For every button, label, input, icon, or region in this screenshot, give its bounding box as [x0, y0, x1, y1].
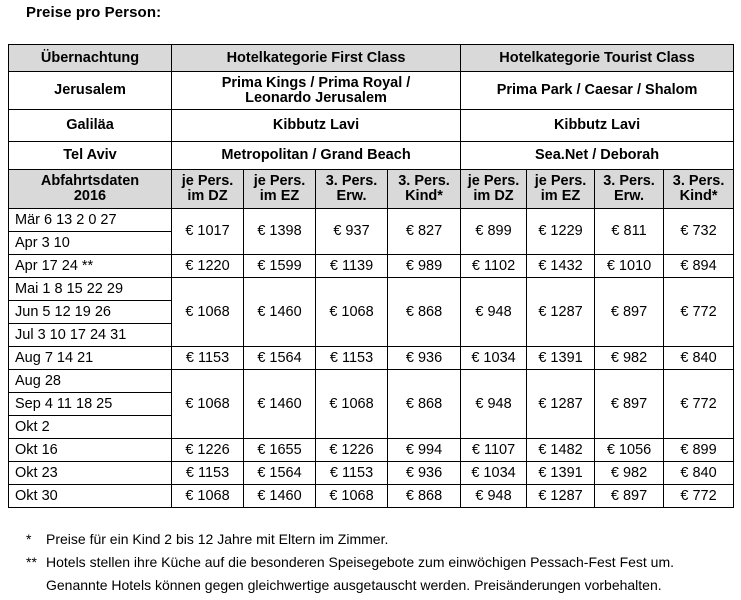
date-row — [9, 439, 734, 462]
tourist-class-hotels-galilaea: Kibbutz Lavi — [461, 110, 734, 142]
subheader-line1: 3. Pers. — [325, 173, 378, 189]
first-class-hotels-galilaea: Kibbutz Lavi — [172, 110, 461, 142]
hotel-row-jerusalem — [9, 72, 734, 110]
header-accommodation: Übernachtung — [9, 45, 172, 72]
price-cell: € 1460 — [244, 485, 316, 508]
departure-date: Okt 30 — [9, 485, 172, 508]
price-cell: € 1153 — [172, 462, 244, 485]
price-cell: € 1056 — [595, 439, 664, 462]
price-cell: € 840 — [664, 347, 734, 370]
subheader-line1: je Pers. — [534, 173, 587, 189]
price-cell: € 868 — [388, 278, 461, 347]
price-cell: € 1068 — [316, 278, 388, 347]
price-cell: € 1229 — [527, 209, 595, 255]
price-cell: € 1017 — [172, 209, 244, 255]
price-cell: € 1226 — [316, 439, 388, 462]
departure-date: Aug 7 14 21 — [9, 347, 172, 370]
price-cell: € 1398 — [244, 209, 316, 255]
price-cell: € 1068 — [316, 370, 388, 439]
footnote-mark: * — [26, 531, 32, 547]
date-row — [9, 347, 734, 370]
price-cell: € 1220 — [172, 255, 244, 278]
price-cell: € 936 — [388, 462, 461, 485]
footnote-mark: ** — [26, 554, 37, 570]
price-cell: € 1460 — [244, 278, 316, 347]
subheader-line1: je Pers. — [181, 173, 234, 189]
subheader-line2: im DZ — [473, 188, 514, 204]
departure-date: Okt 16 — [9, 439, 172, 462]
price-cell: € 1655 — [244, 439, 316, 462]
price-cell: € 1068 — [172, 485, 244, 508]
subheader-departure-dates-line2: 2016 — [73, 188, 107, 204]
footnote — [26, 574, 738, 597]
subheader-first-ez — [244, 170, 316, 209]
price-cell: € 772 — [664, 485, 734, 508]
subheader-tourist-dz — [461, 170, 527, 209]
subheader-line1: je Pers. — [467, 173, 520, 189]
departure-date: Apr 3 10 — [9, 232, 172, 255]
price-cell: € 1139 — [316, 255, 388, 278]
subheader-departure-dates — [9, 170, 172, 209]
date-row — [9, 278, 734, 301]
subheader-first-third-adult — [316, 170, 388, 209]
hotel-row-tel-aviv — [9, 142, 734, 170]
departure-date: Okt 2 — [9, 416, 172, 439]
price-cell: € 1432 — [527, 255, 595, 278]
price-cell: € 1153 — [172, 347, 244, 370]
price-cell: € 1068 — [172, 370, 244, 439]
price-cell: € 1153 — [316, 347, 388, 370]
subheader-row — [9, 170, 734, 209]
date-row — [9, 370, 734, 393]
date-row — [9, 209, 734, 232]
footnote-text: Preise für ein Kind 2 bis 12 Jahre mit Eltern im Zimmer. — [46, 531, 389, 547]
price-cell: € 894 — [664, 255, 734, 278]
subheader-line2: Kind* — [405, 188, 443, 204]
price-cell: € 948 — [461, 370, 527, 439]
subheader-line2: Erw. — [336, 188, 367, 204]
price-cell: € 1564 — [244, 462, 316, 485]
departure-date: Mai 1 8 15 22 29 — [9, 278, 172, 301]
date-row — [9, 462, 734, 485]
price-cell: € 1010 — [595, 255, 664, 278]
first-class-hotels-jerusalem-line2: Leonardo Jerusalem — [245, 89, 387, 106]
price-cell: € 772 — [664, 370, 734, 439]
subheader-line1: je Pers. — [253, 173, 306, 189]
departure-date: Jun 5 12 19 26 — [9, 301, 172, 324]
region-galilaea: Galiläa — [9, 110, 172, 142]
subheader-departure-dates-line1: Abfahrtsdaten — [40, 173, 140, 189]
subheader-line1: 3. Pers. — [398, 173, 450, 189]
price-cell: € 982 — [595, 347, 664, 370]
price-cell: € 732 — [664, 209, 734, 255]
price-cell: € 897 — [595, 370, 664, 439]
price-cell: € 1599 — [244, 255, 316, 278]
header-first-class: Hotelkategorie First Class — [172, 45, 461, 72]
price-cell: € 1068 — [172, 278, 244, 347]
subheader-line2: im EZ — [259, 188, 300, 204]
region-jerusalem: Jerusalem — [9, 72, 172, 110]
price-cell: € 899 — [461, 209, 527, 255]
header-row — [9, 45, 734, 72]
footnote-text: Genannte Hotels können gegen gleichwertige ausgetauscht werden. Preisänderungen vorbehalten. — [46, 577, 662, 593]
subheader-first-dz — [172, 170, 244, 209]
price-cell: € 994 — [388, 439, 461, 462]
subheader-line2: im DZ — [187, 188, 228, 204]
departure-date: Aug 28 — [9, 370, 172, 393]
price-cell: € 1068 — [316, 485, 388, 508]
price-cell: € 982 — [595, 462, 664, 485]
price-cell: € 840 — [664, 462, 734, 485]
subheader-first-third-child — [388, 170, 461, 209]
price-cell: € 1153 — [316, 462, 388, 485]
price-cell: € 1034 — [461, 462, 527, 485]
subheader-line2: im EZ — [540, 188, 581, 204]
price-cell: € 1287 — [527, 278, 595, 347]
footnote — [26, 551, 738, 574]
price-cell: € 868 — [388, 485, 461, 508]
price-cell: € 1102 — [461, 255, 527, 278]
price-cell: € 989 — [388, 255, 461, 278]
price-table — [8, 44, 734, 508]
subheader-line2: Erw. — [613, 188, 645, 204]
date-row — [9, 255, 734, 278]
region-tel-aviv: Tel Aviv — [9, 142, 172, 170]
price-cell: € 1034 — [461, 347, 527, 370]
price-table-body — [9, 45, 734, 508]
departure-date: Okt 23 — [9, 462, 172, 485]
departure-date: Apr 17 24 ** — [9, 255, 172, 278]
first-class-hotels-jerusalem — [172, 72, 461, 110]
date-row — [9, 485, 734, 508]
price-cell: € 948 — [461, 485, 527, 508]
price-cell: € 772 — [664, 278, 734, 347]
price-cell: € 1460 — [244, 370, 316, 439]
first-class-hotels-jerusalem-line1: Prima Kings / Prima Royal / — [221, 74, 411, 91]
price-cell: € 1107 — [461, 439, 527, 462]
page-title: Preise pro Person: — [26, 4, 162, 21]
subheader-tourist-third-adult — [595, 170, 664, 209]
price-cell: € 899 — [664, 439, 734, 462]
price-cell: € 948 — [461, 278, 527, 347]
departure-date: Sep 4 11 18 25 — [9, 393, 172, 416]
price-cell: € 827 — [388, 209, 461, 255]
price-cell: € 1287 — [527, 370, 595, 439]
header-tourist-class: Hotelkategorie Tourist Class — [461, 45, 734, 72]
hotel-row-galilaea — [9, 110, 734, 142]
price-cell: € 1482 — [527, 439, 595, 462]
tourist-class-hotels-jerusalem: Prima Park / Caesar / Shalom — [461, 72, 734, 110]
footnote — [26, 528, 738, 551]
price-cell: € 897 — [595, 485, 664, 508]
departure-date: Mär 6 13 2 0 27 — [9, 209, 172, 232]
price-cell: € 1391 — [527, 462, 595, 485]
departure-date: Jul 3 10 17 24 31 — [9, 324, 172, 347]
price-cell: € 1287 — [527, 485, 595, 508]
subheader-line1: 3. Pers. — [672, 173, 725, 189]
first-class-hotels-tel-aviv: Metropolitan / Grand Beach — [172, 142, 461, 170]
footnotes — [26, 528, 738, 597]
price-cell: € 811 — [595, 209, 664, 255]
subheader-line1: 3. Pers. — [603, 173, 655, 189]
subheader-tourist-third-child — [664, 170, 734, 209]
price-cell: € 897 — [595, 278, 664, 347]
price-cell: € 937 — [316, 209, 388, 255]
price-cell: € 1391 — [527, 347, 595, 370]
footnote-text: Hotels stellen ihre Küche auf die besonderen Speisegebote zum einwöchigen Pessach-Fest Fest um. — [46, 554, 675, 570]
tourist-class-hotels-tel-aviv: Sea.Net / Deborah — [461, 142, 734, 170]
subheader-tourist-ez — [527, 170, 595, 209]
price-cell: € 868 — [388, 370, 461, 439]
subheader-line2: Kind* — [679, 188, 718, 204]
price-cell: € 936 — [388, 347, 461, 370]
price-cell: € 1564 — [244, 347, 316, 370]
price-cell: € 1226 — [172, 439, 244, 462]
